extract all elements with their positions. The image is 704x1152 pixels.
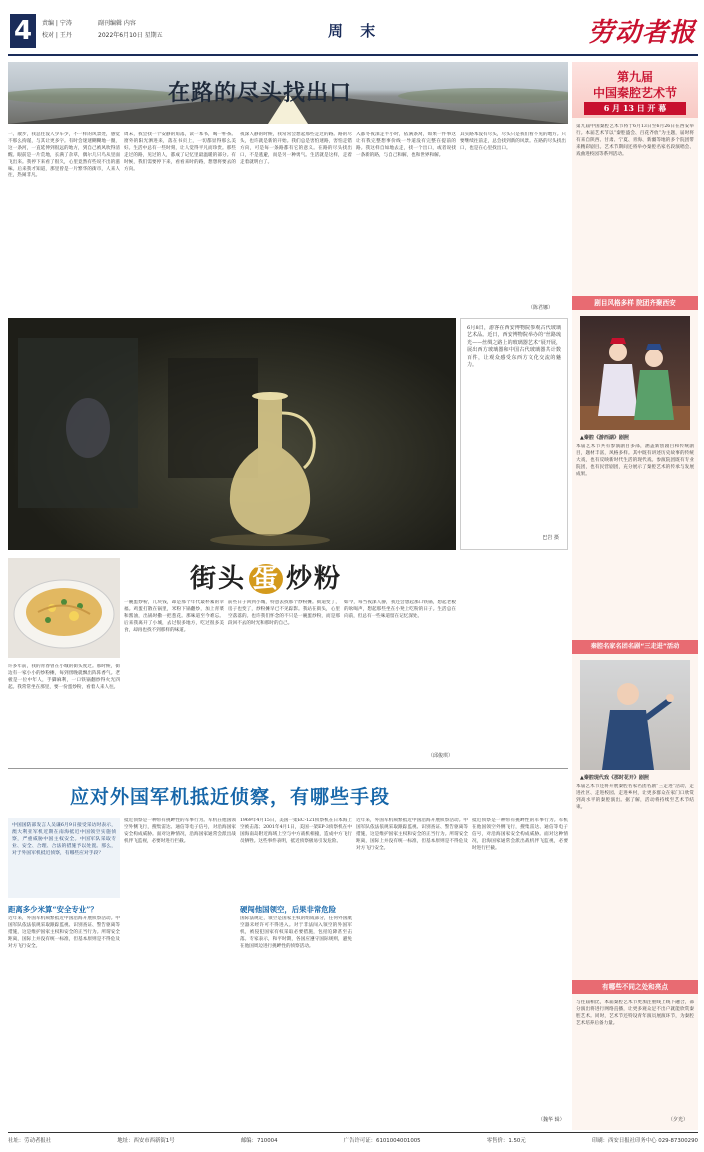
footer-divider: [8, 1132, 698, 1133]
masthead-divider: [8, 54, 698, 56]
footer: [8, 1136, 698, 1148]
article-military-col-2: 抵近侦察是一种带有挑衅性的军事行为。军机在他国领空外侧飞行，搜集雷达、通信等电子信号，对沿海国家安全构成威胁。面对这种情况，沿海国家通常会派出战机伴飞监视，必要时进行拦截。: [124, 818, 236, 844]
article-road-col-5: 其实路本没有尽头，尽头只是我们看不见的地方。只要继续往前走，总会找到新的风景。在路的尽头找出口，也是在心里找出口。: [460, 132, 566, 151]
opera-stage-photo: [580, 316, 690, 430]
proof-line: 校对 | 王丹: [42, 32, 72, 39]
fried-rice-noodle-photo: [8, 558, 120, 658]
article-military-lead: 中国国防部发言人吴谦6月9日接受采访时表示，澳大利亚军机近期在南海抵近中国领空实施侦察，严重威胁中国主权安全。中国军队采取专业、安全、合理、合法的措施予以处置。那么，对于外国军机抵近侦察，有哪些应对手段？: [12, 823, 116, 856]
artifact-caption-text: 6月8日，游客在西安博物院参观古代玻璃艺术品。近日，西安博物院举办的“丝路琉光——丝绸之路上的玻璃器艺术”展开展，展出西方玻璃器和中国古代玻璃器共计数百件，让观众感受东西方文化交流的魅力。: [467, 325, 561, 369]
article-military-col-5: 抵近侦察是一种带有挑衅性的军事行为。军机在他国领空外侧飞行，搜集雷达、通信等电子信号，对沿海国家安全构成威胁。面对这种情况，沿海国家通常会派出战机伴飞监视，必要时进行拦截。: [472, 818, 568, 851]
sidebar-bar-3: 有哪些不同之处和亮点: [572, 980, 698, 994]
headline-part-2: 炒粉: [286, 564, 343, 594]
article-military-col-1: 近年来，外国军机频繁抵近中国沿海开展侦察活动。中国军队依法依规采取跟踪监视、识别查证、警告驱离等措施，这是维护国家主权和安全的正当行为。所谓安全距离，国际上并没有统一标准，但基本原则是不得危及对方飞行安全。: [8, 916, 120, 949]
festival-title-line-1: 第九届: [616, 70, 653, 84]
article-road-headline: 在路的尽头找出口: [168, 80, 353, 106]
article-military-subhead-1: 距离多少米算“安全专业”？: [8, 905, 98, 914]
article-road-col-3: 夜深人静的时候，我常常会想起那些走过的路。路的尽头，也许就是新的开始。我们总是害怕迷路，害怕走错方向，可是每一条路都有它的意义。在路的尽头找出口，不是逃避，而是另一种勇气。生活就是这样，走着走着就明白了。: [240, 132, 352, 165]
sidebar: [572, 62, 698, 1130]
festival-intro-text: 第九届中国秦腔艺术节将于6月13日至6月26日在西安举行。本届艺术节以“秦腔盛会、百花齐放”为主题，届时将有来自陕西、甘肃、宁夏、青海、新疆等地的多个院团带来精彩剧目。艺术节期间还将举办秦腔名家名段演唱会、戏曲进校园等系列活动。: [576, 124, 694, 157]
article-road-col-4: 入都冬夜深走半小时，依满条窝，如果一件事这让有我完整想事价线一导道没有完整在提前的路。我这样自如地去走，找一个出口，或者说找一条新的路，与自己和解，也和世界和解。: [356, 132, 456, 158]
glass-artifact-photo: [8, 318, 456, 550]
article-fried-rice-col-1: 许多年前，我的青春曾在小城的街头度过。那时候，街边有一家小小的炒粉摊，每到傍晚就飘出阵阵香气。老板是一位中年人，手脚麻利，一口铁锅翻炒得火光四起。我常常坐在那里，要一份蛋炒粉，看着人来人往。: [8, 664, 120, 690]
article-military-lead-box: [8, 818, 120, 898]
footer-item-postcode: 邮编：710004: [240, 1138, 278, 1144]
headline-highlight: 蛋: [249, 564, 283, 594]
food-plate-illustration: [8, 558, 120, 658]
article-military-col-4: 近年来，外国军机频繁抵近中国沿海开展侦察活动。中国军队依法依规采取跟踪监视、识别查证、警告驱离等措施，这是维护国家主权和安全的正当行为。所谓安全距离，国际上并没有统一标准，但基本原则是不得危及对方飞行安全。: [356, 818, 468, 851]
actor-photo: [580, 660, 690, 770]
article-fried-rice-col-4: 如今，每当夜深人静，我还会想起那口铁锅，想起老板的吆喝声，想起那些坐在小凳上吃粉的日子。生活总在向前，但总有一些味道留在记忆深处。: [344, 600, 456, 619]
article-military-subhead-2: 硬闯他国领空，后果非常危险: [240, 905, 337, 914]
article-road-headline-banner: [8, 62, 568, 124]
footer-item-printer: 印刷：西安日报社印务中心 029-87300290: [591, 1138, 698, 1144]
festival-title-box: [572, 62, 698, 118]
article-fried-rice-author: （邱俊琪）: [428, 753, 454, 759]
opera-photo-caption: ▲秦腔《游西湖》剧照: [580, 435, 629, 441]
footer-item-price: 零售价：1.50元: [486, 1138, 526, 1144]
issue-date: 2022年6月10日 星期五: [98, 32, 163, 39]
section-divider: [8, 768, 568, 769]
masthead: [0, 0, 704, 58]
artifact-caption-credit: 巴岩 摄: [542, 535, 559, 541]
section-title: 周 末: [328, 22, 382, 40]
festival-date-badge: 6 月 13 日 开 幕: [584, 102, 686, 115]
article-road-col-2: 周末，我会找一个安静的角落，读一本书，喝一杯茶。窗外的阳光洒进来，落在书页上，一切都显得那么美好。生活中总有一些时刻，让人觉得平凡而珍贵。那些走过的路，见过的人，都成了记忆里最温暖的部分。有时候，我们需要停下来，看看来时的路，想想将要去的方向。: [124, 132, 236, 172]
opera-performers-illustration: [580, 316, 690, 430]
article-fried-rice-col-3: 前些日子回到小城，特意去找那个炒粉摊。街道变了，房子也变了，炒粉摊早已不见踪影。我站在街头，心里空落落的。也许我们怀念的不只是一碗蛋炒粉，而是那段回不去的时光和那时的自己。: [228, 600, 340, 626]
actor-illustration: [580, 660, 690, 770]
editor-line: 责编 | 宁涛: [42, 20, 72, 27]
highlight-text: 与往届相比，本届秦腔艺术节更加注重线上线下融合，部分演出将进行网络直播，让更多观众足不出户就能欣赏秦腔艺术。同时，艺术节还特设青年演员展演环节，为秦腔艺术培养后备力量。: [576, 1000, 694, 1026]
article-fried-rice-col-2: 一碗蛋炒粉，几块钱，却是那个年代最朴素的幸福。鸡蛋打散在锅里，米粉下锅翻炒，加上青菜和酱油，出锅时撒一把葱花。那味道至今难忘。后来我离开了小城，去过很多地方，吃过很多美食，却再也找不到那样的味道。: [124, 600, 224, 633]
artifact-caption-box: [460, 318, 568, 550]
actor-text: 本届艺术节还将开展秦腔名家名团名剧“三走进”活动，走进社区、走进校园、走进乡村，让更多群众在家门口欣赏到高水平的秦腔演出。据了解，活动将持续至艺术节结束。: [576, 784, 694, 810]
headline-part-1: 街头: [190, 564, 247, 594]
article-fried-rice-headline: [190, 558, 410, 592]
article-road-author: （陈君娜）: [528, 305, 554, 311]
footer-item-address: 地址：西安市西新街1号: [117, 1138, 175, 1144]
article-military-author: （魏华 辑）: [538, 1117, 565, 1123]
opera-text: 本届艺术节共有参演剧目多部，涵盖新创剧目和传统剧目，题材丰富，风格多样。其中既有讲述历史故事的传统大戏，也有反映新时代生活的现代戏。参演院团既有专业院团，也有民营剧团，充分展示了秦腔艺术的传承与发展成果。: [576, 444, 694, 477]
newspaper-logo: 劳动者报: [588, 18, 697, 48]
article-military-headline: 应对外国军机抵近侦察，有哪些手段: [70, 786, 391, 808]
sidebar-author: （夕光）: [668, 1117, 689, 1123]
festival-title-line-2: 中国秦腔艺术节: [592, 86, 677, 100]
actor-photo-caption: ▲秦腔现代戏《那时花开》剧照: [580, 775, 649, 781]
sidebar-bar-1: 剧目风格多样 院团齐聚西安: [572, 296, 698, 310]
article-road-col-1: 一、散步，我总往没人少车少，不一样的风景处，感觉不那么拘谨，与其让更多字。有时会迷迷糊糊地一圈，这一条河，一直延伸到很远的地方，到自己被风吹得清醒。眼前是一片荒地，长满了杂草，偶尔几只鸟从里面飞出来。我停下来看了很久，心里竟然有些说不出的滋味。后来我才知道，那里曾是一片繁华的街市，人来人往，热闹非凡。: [8, 132, 120, 179]
design-line: 副刊编辑 内容: [98, 20, 136, 27]
article-military-col-3: 1969年4月15日，美国一架EC-121侦察机在日本海上空被击落；2001年4月1日，美国一架EP-3侦察机在中国海南岛附近海域上空与中方战机相撞，造成中方飞行员牺牲。这些事件表明，抵近侦察极易引发危险。: [240, 818, 352, 844]
sidebar-bar-2: 秦腔名家名团名剧“三走进”活动: [572, 640, 698, 654]
footer-item-ad-license: 广告许可证：6101004001005: [343, 1138, 421, 1144]
footer-item-publisher: 社址：劳动者报社: [8, 1138, 52, 1144]
glass-bottle-illustration: [8, 318, 456, 550]
article-military-col-3b: 国际法规定，领空是国家主权的组成部分，任何外国航空器未经许可不得进入。对于非法闯入领空的外国军机，被侵犯国家有权采取必要措施，包括迫降甚至击落。专家表示，和平时期，各国应遵守国际规则，避免在他国周边进行挑衅性的侦察活动。: [240, 916, 352, 949]
page-number-text: 4: [13, 16, 33, 46]
